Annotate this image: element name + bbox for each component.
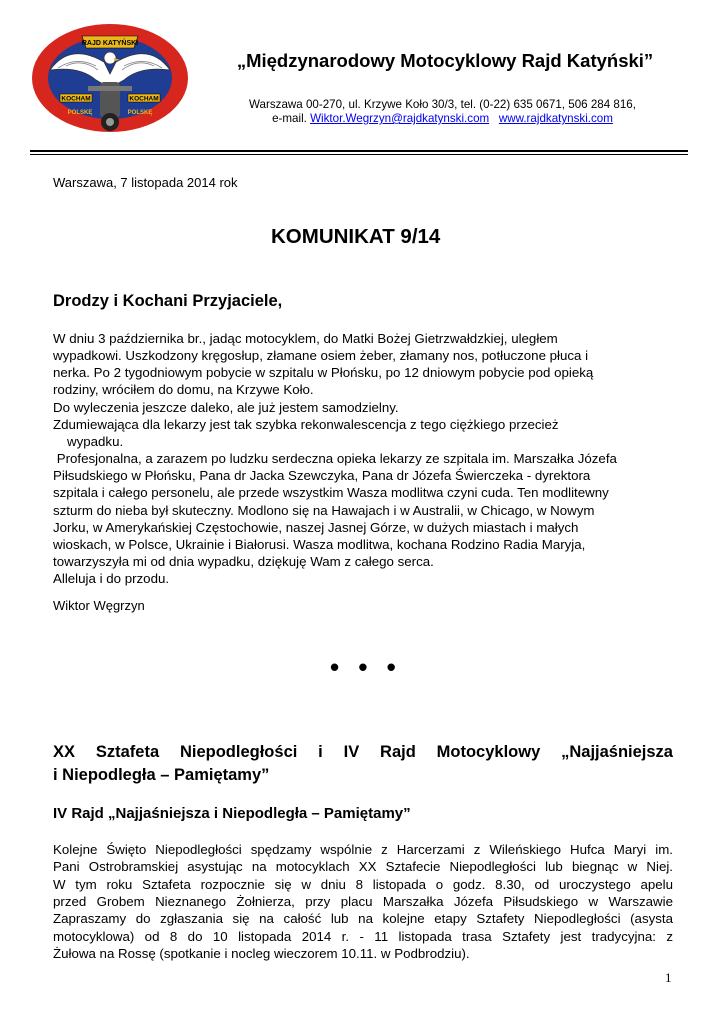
email-link[interactable]: Wiktor.Wegrzyn@rajdkatynski.com — [310, 112, 490, 125]
rajd-line: Kolejne Święto Niepodległości spędzamy wspólnie z Harcerzami z Wileńskiego Hufca Maryi im. — [53, 842, 673, 857]
rajd-line: Żułowa na Rossę (spotkanie i nocleg wieczorem 10.11. w Podbrodziu). — [53, 946, 470, 962]
letter-line: Alleluja i do przodu. — [53, 571, 170, 587]
document-date: Warszawa, 7 listopada 2014 rok — [53, 175, 238, 190]
letter-line: Zdumiewająca dla lekarzy jest tak szybka rekonwalescencja z tego ciężkiego przecież — [53, 416, 559, 432]
letter-line: wypadkowi. Uszkodzony kręgosłup, złamane osiem żeber, złamany nos, potłuczone płuca i — [53, 348, 589, 364]
header-divider — [30, 150, 688, 152]
organization-title: „Międzynarodowy Motocyklowy Rajd Katyński” — [236, 50, 654, 71]
logo-left-text: KOCHAM — [61, 95, 91, 103]
header-divider-thin — [30, 154, 688, 155]
logo-right-text: KOCHAM — [129, 95, 159, 103]
logo-right-bottom-text: POLSKĘ — [127, 110, 153, 116]
section-title — [53, 741, 673, 787]
letter-line: szpitala i całego personelu, ale przede wszystkim Wasza modlitwa czyni cuda. Ten modlitewny — [53, 485, 609, 501]
rajd-body — [53, 841, 673, 962]
rajd-line: motocyklowa) od 8 do 10 listopada 2014 r. - 11 listopada trasa Sztafety jest tradycyjna: z — [53, 928, 673, 944]
letter-line: Jorku, w Amerykańskiej Częstochowie, naszej Jasnej Górze, w dużych miastach i małych — [53, 519, 579, 535]
section-title-line: XX Sztafeta Niepodległości i IV Rajd Motocyklowy „Najjaśniejsza — [53, 743, 673, 761]
letter-body — [53, 330, 673, 587]
letter-line: Do wyleczenia jeszcze daleko, ale już jestem samodzielny. — [53, 399, 399, 415]
contact-address — [205, 98, 680, 126]
website-link[interactable]: www.rajdkatynski.com — [498, 112, 613, 125]
rajd-line: przed Grobem Nieznanego Żołnierza, przy placu Marszałka Józefa Piłsudskiego w Warszawie — [53, 894, 673, 910]
rajd-line: Zapraszamy do zgłaszania się na całość lub na kolejne etapy Sztafety Niepodległości (asysta — [53, 911, 673, 927]
letter-line: szturm do nieba był skuteczny. Modlono się na Hawajach i w Australii, w Chicago, w Nowym — [53, 502, 595, 518]
section-separator: • • • — [330, 652, 402, 682]
letter-line: rodziny, wróciłem do domu, na Krzywe Koło. — [53, 382, 314, 398]
contact-line — [205, 112, 680, 126]
letter-line: Piłsudskiego w Płońsku, Pana dr Jacka Szewczyka, Pana dr Józefa Świerczeka - dyrektora — [53, 468, 591, 484]
section-title-line: i Niepodległa – Pamiętamy” — [53, 766, 270, 784]
logo-top-text: RAJD KATYŃSKI — [81, 40, 139, 47]
letter-line: towarzyszyła mi od dnia wypadku, dziękuję Wam z całego serca. — [53, 554, 434, 570]
greeting: Drodzy i Kochani Przyjaciele, — [53, 292, 283, 310]
letter-line: wioskach, w Polsce, Ukrainie i Białorusi. Wasza modlitwa, kochana Rodzino Radia Maryja, — [53, 536, 586, 552]
address-line: Warszawa 00-270, ul. Krzywe Koło 30/3, tel. (0-22) 635 0671, 506 284 816, — [249, 98, 636, 111]
letter-line: Profesjonalna, a zarazem po ludzku serdeczna opieka lekarzy ze szpitala im. Marszałka Józefa — [53, 451, 617, 467]
signature: Wiktor Węgrzyn — [53, 598, 145, 613]
page-number: 1 — [665, 970, 672, 985]
komunikat-title: KOMUNIKAT 9/14 — [271, 225, 441, 248]
rajd-katynski-logo — [30, 22, 190, 134]
logo-left-bottom-text: POLSKĘ — [67, 110, 93, 116]
rajd-line: W tym roku Sztafeta rozpocznie się w dniu 8 listopada o godz. 8.30, od uroczystego apelu — [53, 876, 673, 892]
letter-line: nerka. Po 2 tygodniowym pobycie w szpitalu w Płońsku, po 12 dniowym pobycie pod opieką — [53, 365, 594, 381]
letter-line: W dniu 3 października br., jadąc motocyklem, do Matki Bożej Gietrzwałdzkiej, uległem — [53, 331, 558, 346]
email-label: e-mail. — [272, 112, 311, 125]
rajd-line: Pani Ostrobramskiej asystując na motocyklach XX Sztafecie Niepodległości lub biegnąc w Niej. — [53, 859, 673, 875]
section-subtitle: IV Rajd „Najjaśniejsza i Niepodległa – Pamiętamy” — [53, 805, 411, 822]
letter-line: wypadku. — [67, 433, 124, 449]
